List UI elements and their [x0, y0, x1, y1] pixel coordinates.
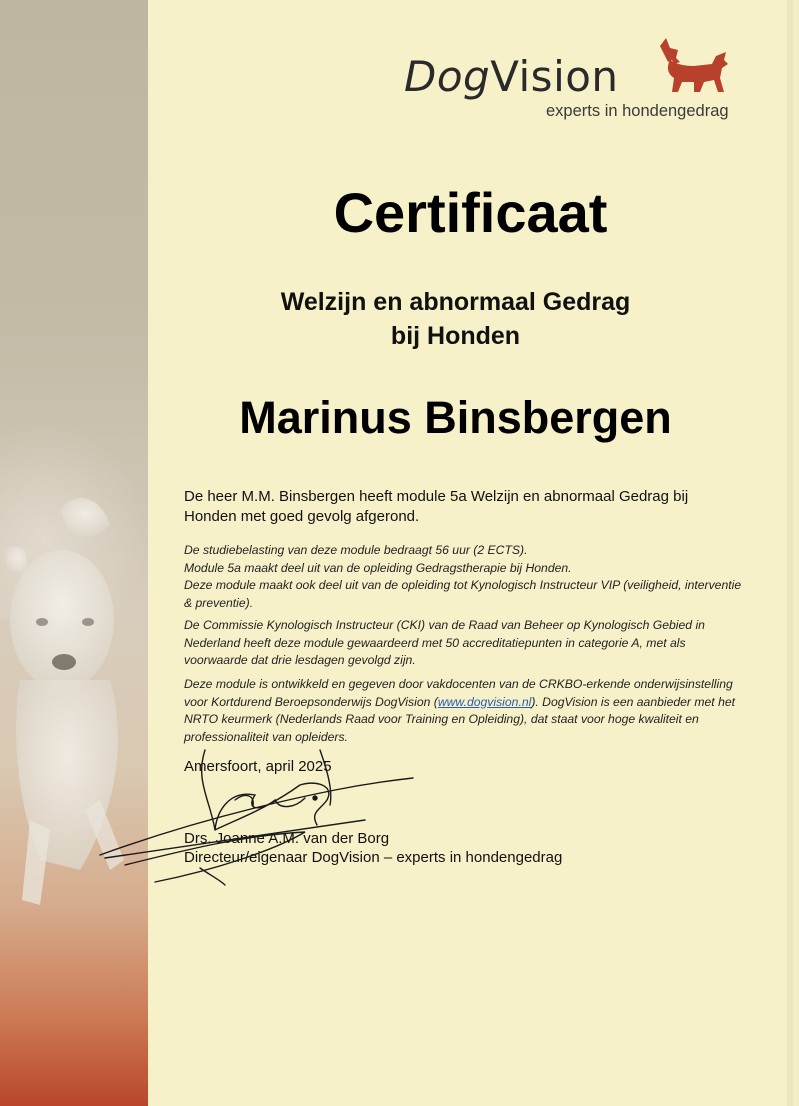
logo-tagline: experts in hondengedrag — [546, 102, 729, 120]
institution-paragraph: Deze module is ontwikkeld en gegeven door vakdocenten van de CRKBO-erkende onderwijsinstelling voor Kortdurend Beroepsonderwijs DogVision (www.dogvision.nl). DogVision is een aanbieder met het NRTO keurmerk (Nederlands Raad voor Training en Opleiding), dat staat voor hoge kwaliteit en professionaliteit van opleiders. — [184, 677, 736, 744]
dogvision-logo — [404, 38, 744, 128]
accreditation-paragraph: De Commissie Kynologisch Instructeur (CKI) van de Raad van Beheer op Kynologisch Gebied in Nederland heeft deze module gewaardeerd met 50 accreditatiepunten in categorie A, met als voorwaarde dat drie lesdagen gevolgd zijn. — [184, 618, 705, 667]
recipient-name: Marinus Binsbergen — [239, 392, 672, 443]
completion-statement: De heer M.M. Binsbergen heeft module 5a Welzijn en abnormaal Gedrag bij Honden met goed gevolg afgerond. — [184, 488, 689, 525]
certificate-title: Certificaat — [333, 181, 608, 244]
course-title: Welzijn en abnormaal Gedrag bij Honden — [280, 288, 631, 350]
handwritten-signature — [95, 740, 425, 890]
decorative-side-band — [0, 0, 148, 1106]
study-load-paragraph: De studiebelasting van deze module bedraagt 56 uur (2 ECTS). Module 5a maakt deel uit van de opleiding Gedragstherapie bij Honden. Deze module maakt ook deel uit van de opleiding tot Kynologisch Instructeur VIP (veiligheid, interventie & preventie). — [184, 543, 742, 610]
logo-wordmark: DogVision — [404, 52, 619, 101]
signer-name: Drs. Joanne A.M. van der Borg — [184, 830, 390, 847]
website-link[interactable]: www.dogvision.nl — [437, 694, 532, 709]
place-and-date: Amersfoort, april 2025 — [184, 758, 332, 775]
dog-logo-icon — [654, 38, 734, 98]
signer-role: Directeur/eigenaar DogVision – experts in hondengedrag — [184, 849, 563, 866]
